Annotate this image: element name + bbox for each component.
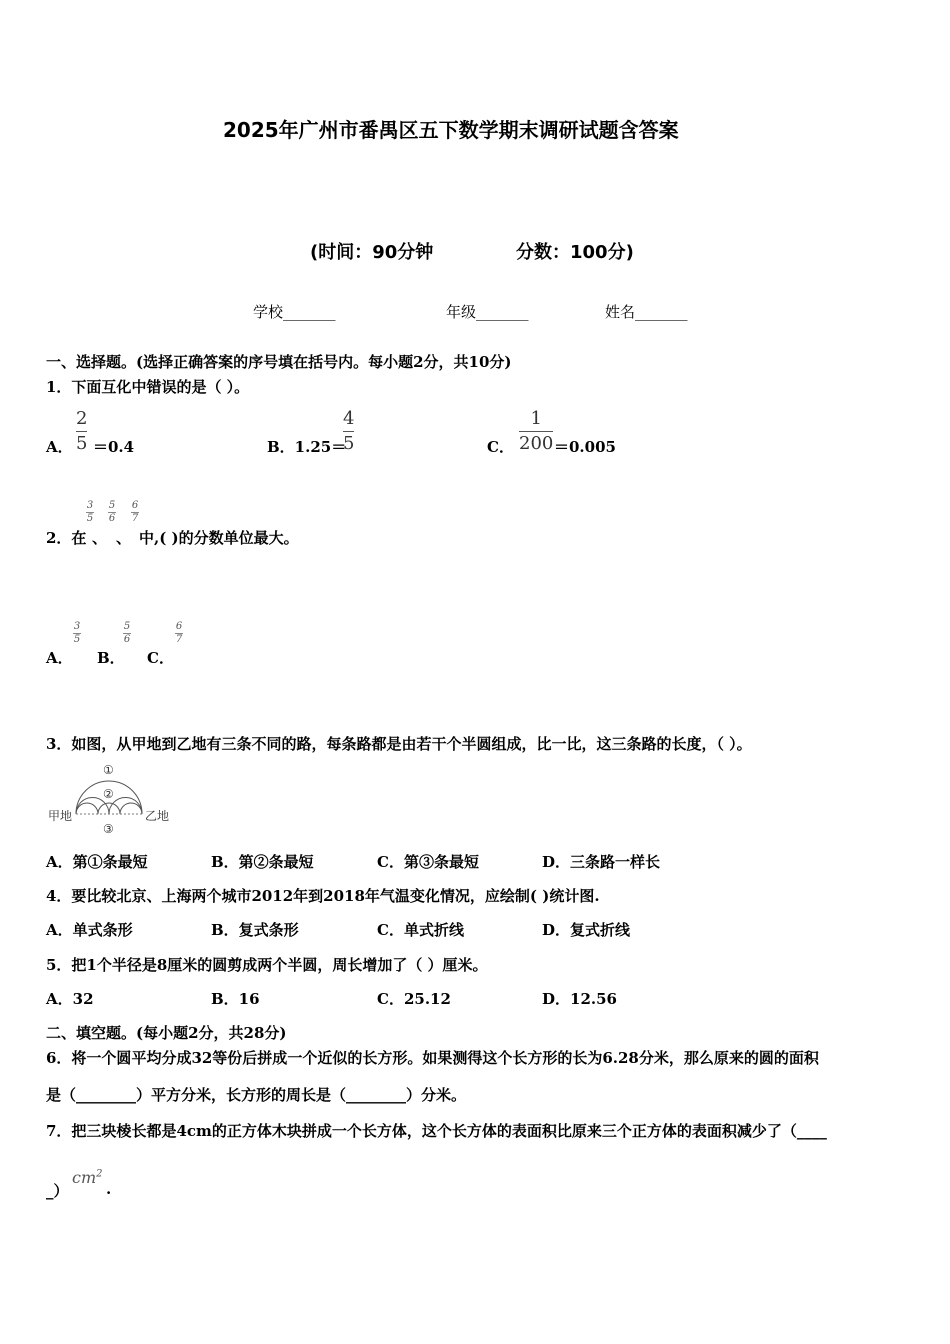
fraction-numerator: 6: [175, 621, 183, 632]
q2-stem-fraction-3: [131, 501, 139, 524]
school-field: 学校_______: [253, 303, 336, 321]
fraction-denominator: 7: [175, 634, 183, 645]
q4-option-d: D．复式折线: [542, 921, 631, 939]
route-2-label: ②: [103, 787, 114, 801]
q2-stem-sep-1: 、: [92, 529, 108, 547]
page-title: 2025年广州市番禺区五下数学期末调研试题含答案: [223, 118, 679, 142]
q3-option-b: B．第②条最短: [211, 853, 314, 871]
q3-option-c: C．第③条最短: [377, 853, 479, 871]
q1-stem: 1．下面互化中错误的是（ ）。: [46, 378, 250, 396]
q1-option-a-tail: ＝0.4: [93, 438, 135, 456]
q6-line-2: 是（________）平方分米，长方形的周长是（________）分米。: [46, 1086, 467, 1104]
q5-option-b: B．16: [211, 990, 260, 1008]
fraction-denominator: 5: [73, 634, 81, 645]
fraction-numerator: 3: [73, 621, 81, 632]
fraction-denominator: 7: [131, 513, 139, 524]
q2-option-b-fraction: [123, 622, 131, 645]
start-label: 甲地: [48, 809, 73, 823]
unit-exponent: 2: [96, 1168, 103, 1180]
q4-option-b: B．复式条形: [211, 921, 299, 939]
q1-option-c-fraction: [519, 409, 553, 454]
route-3-label: ③: [103, 822, 114, 836]
q2-stem-post: 中,( )的分数单位最大。: [139, 529, 299, 547]
fraction-numerator: 6: [131, 500, 139, 511]
q2-option-b-label: B．: [97, 649, 125, 667]
exam-score: 分数：100分): [516, 242, 634, 263]
q5-option-c: C．25.12: [377, 990, 451, 1008]
fraction-numerator: 1: [530, 408, 542, 429]
q2-stem-fraction-1: [86, 501, 94, 524]
fraction-numerator: 3: [86, 500, 94, 511]
q2-stem-sep-2: 、: [116, 529, 132, 547]
grade-field: 年级_______: [446, 303, 529, 321]
name-field: 姓名_______: [605, 303, 688, 321]
fraction-denominator: 5: [86, 513, 94, 524]
fraction-bar: [519, 431, 553, 432]
q1-option-b-label: B．1.25＝: [267, 438, 347, 456]
q5-option-d: D．12.56: [542, 990, 617, 1008]
fraction-bar: [76, 431, 87, 432]
fraction-numerator: 5: [108, 500, 116, 511]
q3-option-d: D．三条路一样长: [542, 853, 661, 871]
q7-end: .: [106, 1180, 112, 1198]
fraction-numerator: 2: [76, 408, 88, 429]
q4-option-c: C．单式折线: [377, 921, 464, 939]
end-label: 乙地: [145, 809, 170, 823]
exam-time: (时间：90分钟: [310, 242, 434, 263]
route-1-label: ①: [103, 763, 114, 777]
route-2-arc-right: [109, 798, 142, 815]
q1-option-c-label: C．: [487, 438, 514, 456]
fraction-denominator: 6: [108, 513, 116, 524]
q2-option-c-fraction: [175, 622, 183, 645]
section2-heading: 二、填空题。(每小题2分，共28分): [46, 1024, 287, 1042]
fraction-denominator: 5: [343, 433, 355, 454]
q1-option-c-tail: ＝0.005: [554, 438, 616, 456]
q1-option-b-fraction: [343, 409, 354, 454]
q2-option-a-fraction: [73, 622, 81, 645]
q6-line-1: 6．将一个圆平均分成32等份后拼成一个近似的长方形。如果测得这个长方形的长为6.28分米，那么原来的圆的面积: [46, 1049, 819, 1067]
q1-option-a-fraction: [76, 409, 87, 454]
q2-stem-pre: 2．在: [46, 529, 87, 547]
q3-option-a: A．第①条最短: [46, 853, 148, 871]
q1-option-a-label: A．: [46, 438, 73, 456]
section1-heading: 一、选择题。(选择正确答案的序号填在括号内。每小题2分，共10分): [46, 353, 512, 371]
q2-option-a-label: A．: [46, 649, 73, 667]
fraction-denominator: 6: [123, 634, 131, 645]
unit-text: cm: [72, 1168, 97, 1187]
fraction-denominator: 200: [519, 433, 554, 454]
q7-line-1: 7．把三块棱长都是4cm的正方体木块拼成一个长方体，这个长方体的表面积比原来三个正方体的表面积减少了（____: [46, 1122, 827, 1140]
q7-line-2: _）: [46, 1182, 69, 1200]
fraction-denominator: 5: [76, 433, 88, 454]
q7-unit: [72, 1168, 103, 1187]
fraction-numerator: 5: [123, 621, 131, 632]
q4-option-a: A．单式条形: [46, 921, 133, 939]
q3-figure: [46, 762, 176, 838]
fraction-numerator: 4: [343, 408, 355, 429]
q2-stem-fraction-2: [108, 501, 116, 524]
q5-option-a: A．32: [46, 990, 94, 1008]
q3-stem: 3．如图，从甲地到乙地有三条不同的路，每条路都是由若干个半圆组成，比一比，这三条路的长度，（ ）。: [46, 735, 752, 753]
q2-option-c-label: C．: [147, 649, 174, 667]
q5-stem: 5．把1个半径是8厘米的圆剪成两个半圆，周长增加了（ ）厘米。: [46, 956, 488, 974]
q4-stem: 4．要比较北京、上海两个城市2012年到2018年气温变化情况，应绘制( )统计图.: [46, 887, 600, 905]
fraction-bar: [343, 431, 354, 432]
